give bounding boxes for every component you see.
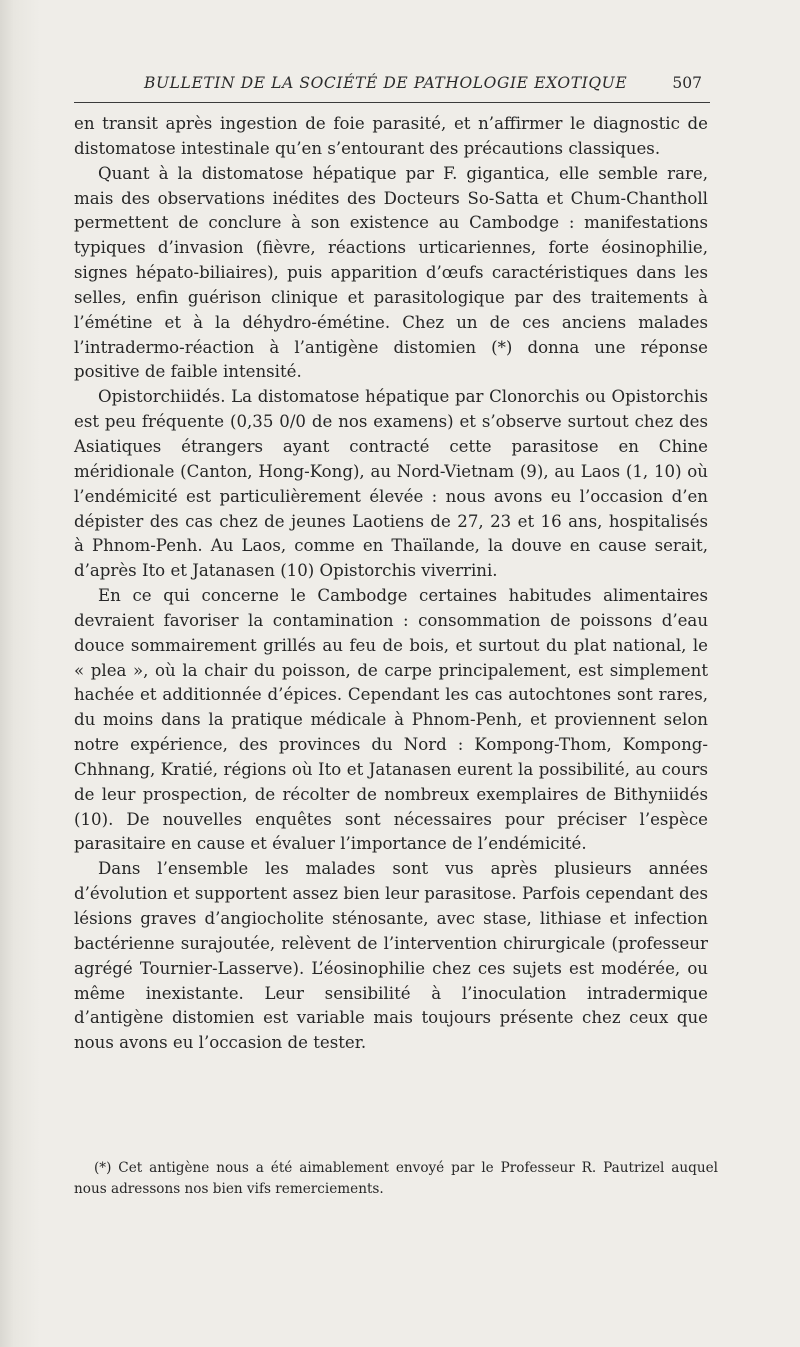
paragraph: en transit après ingestion de foie parasité, et n’affirmer le diagnostic de distomatose intestinale qu’en s’entourant des précautions classiques. <box>74 114 708 158</box>
footnote: (*) Cet antigène nous a été aimablement envoyé par le Professeur R. Pautrizel auquel nous adressons nos bien vifs remerciements. <box>74 1160 718 1197</box>
paragraph: En ce qui concerne le Cambodge certaines habitudes alimentaires devraient favoriser la contamination : consommation de poissons d’eau douce sommairement grillés au feu de bois, et surtout du plat national, le « plea », où la chair du poisson, de carpe principalement, est simplement hachée et additionnée d’épices. Cependant les cas autochtones sont rares, du moins dans la pratique médicale à Phnom-Penh, et proviennent selon notre expérience, des provinces du Nord : Kompong-Thom, Kompong-Chhnang, Kratié, régions où Ito et Jatanasen eurent la possibilité, au cours de leur prospection, de récolter de nombreux exemplaires de Bithyniidés (10). De nouvelles enquêtes sont nécessaires pour préciser l’espèce parasitaire en cause et évaluer l’importance de l’endémicité. <box>74 586 708 854</box>
paragraph: Opistorchiidés. La distomatose hépatique par Clonorchis ou Opistorchis est peu fréquente (0,35 0/0 de nos examens) et s’observe surtout chez des Asiatiques étrangers ayant contracté cette parasitose en Chine méridionale (Canton, Hong-Kong), au Nord-Vietnam (9), au Laos (1, 10) où l’endémicité est particulièrement élevée : nous avons eu l’occasion d’en dépister des cas chez de jeunes Laotiens de 27, 23 et 16 ans, hospitalisés à Phnom-Penh. Au Laos, comme en Thaïlande, la douve en cause serait, d’après Ito et Jatanasen (10) Opistorchis viverrini. <box>74 387 708 581</box>
page-number: 507 <box>672 74 702 92</box>
footnotes <box>74 1158 718 1200</box>
body-text <box>74 112 708 1056</box>
paragraph: Dans l’ensemble les malades sont vus après plusieurs années d’évolution et supportent assez bien leur parasitose. Parfois cependant des lésions graves d’angiocholite sténosante, avec stase, lithiase et infection bactérienne surajoutée, relèvent de l’intervention chirurgicale (professeur agrégé Tournier-Lasserve). L’éosinophilie chez ces sujets est modérée, ou même inexistante. Leur sensibilité à l’inoculation intradermique d’antigène distomien est variable mais toujours présente chez ceux que nous avons eu l’occasion de tester. <box>74 859 708 1053</box>
running-title: BULLETIN DE LA SOCIÉTÉ DE PATHOLOGIE EXOTIQUE <box>144 74 628 92</box>
running-header <box>74 70 710 103</box>
paragraph: Quant à la distomatose hépatique par F. gigantica, elle semble rare, mais des observations inédites des Docteurs So-Satta et Chum-Chantholl permettent de conclure à son existence au Cambodge : manifestations typiques d’invasion (fièvre, réactions urticariennes, forte éosinophilie, signes hépato-biliaires), puis apparition d’œufs caractéristiques dans les selles, enfin guérison clinique et parasitologique par des traitements à l’émétine et à la déhydro-émétine. Chez un de ces anciens malades l’intradermo-réaction à l’antigène distomien (*) donna une réponse positive de faible intensité. <box>74 163 708 382</box>
